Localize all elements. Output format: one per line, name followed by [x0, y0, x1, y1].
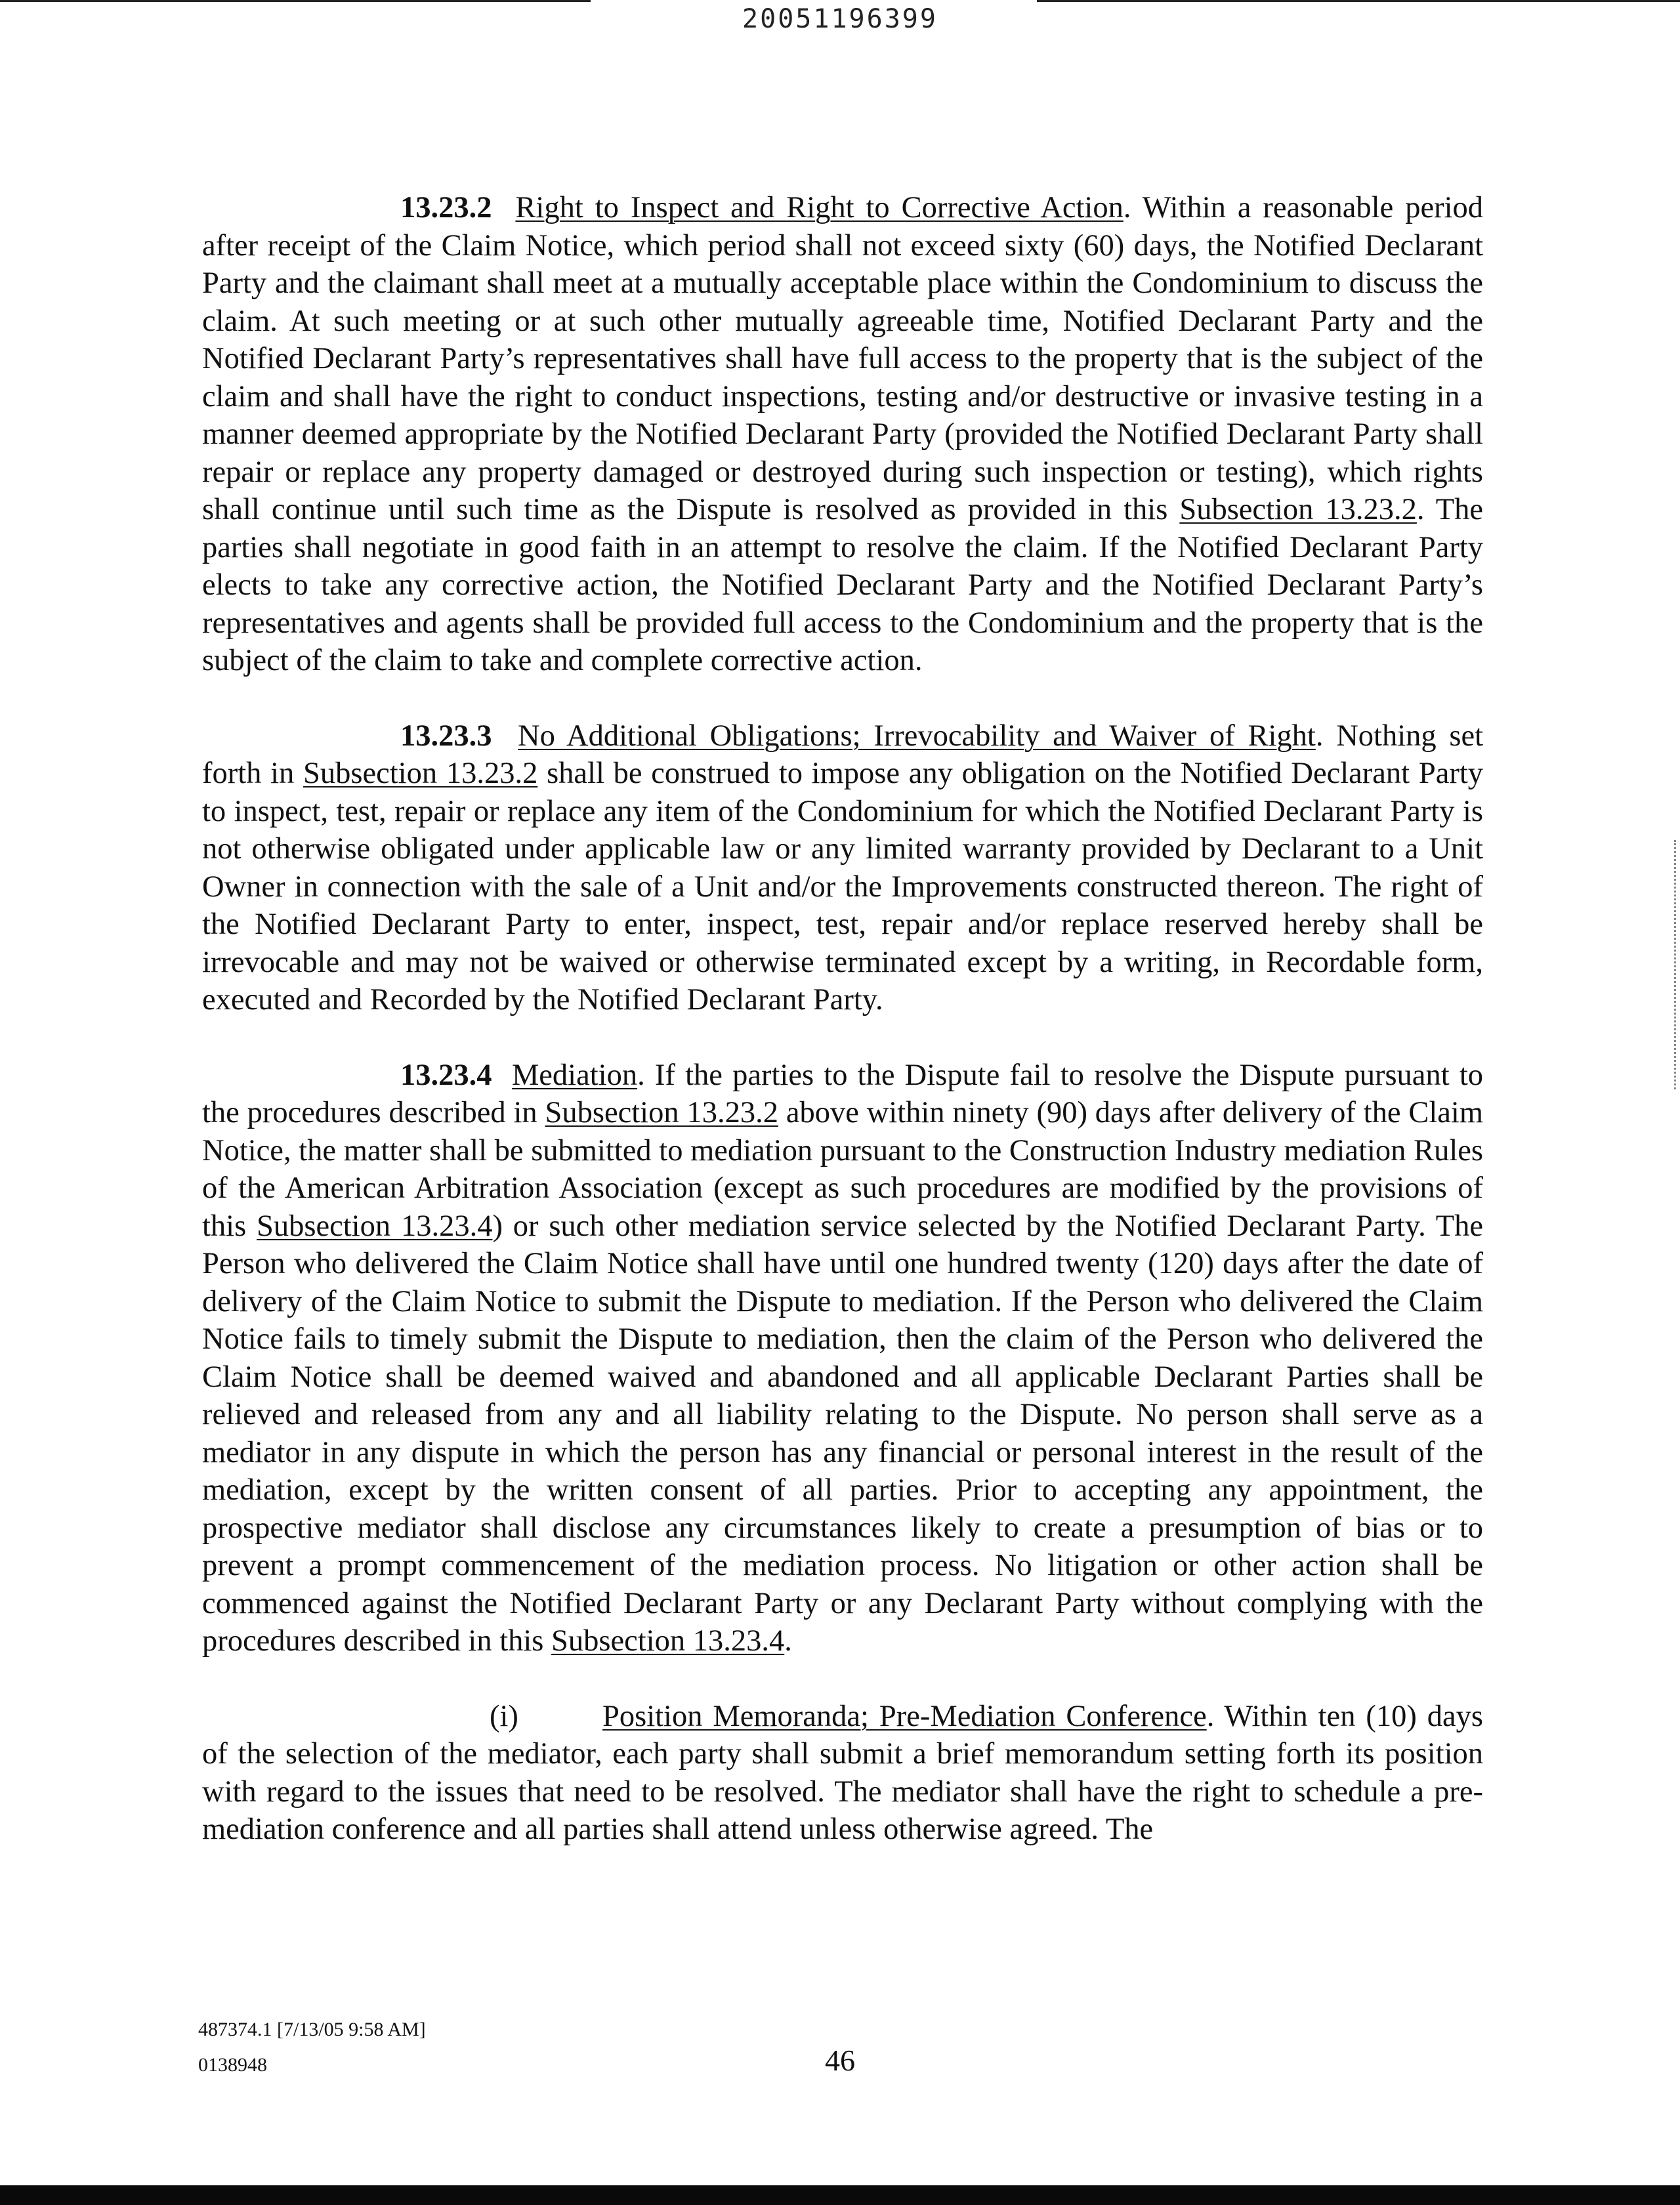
section-heading: Right to Inspect and Right to Corrective Action — [515, 191, 1124, 224]
section-text: . — [784, 1624, 792, 1658]
section-heading: Mediation — [511, 1058, 638, 1092]
scan-top-rule-right — [1037, 0, 1680, 2]
section-13-23-4 — [202, 1057, 1483, 1660]
footer-doc-ref: 487374.1 [7/13/05 9:58 AM] — [198, 2019, 426, 2040]
section-text: shall be construed to impose any obligation on the Notified Declarant Party to inspect, test, repair or replace any item of the Condominium for which the Notified Declarant Party is not otherwise obligated under applicable law or any limited warranty provided by Declarant to a Unit Owner in connection with the sale of a Unit and/or the Improvements constructed thereon. The right of the Notified Declarant Party to enter, inspect, test, repair and/or replace reserved hereby shall be irrevocable and may not be waived or otherwise terminated except by a writing, in Recordable form, executed and Recorded by the Notified Declarant Party. — [202, 757, 1483, 1017]
section-text: . If the parties to the Dispute fail to resolve the Dispute pursuant to the procedures described in — [202, 1058, 1484, 1129]
document-number: 20051196399 — [742, 4, 938, 34]
page-number: 46 — [825, 2044, 855, 2077]
section-13-23-3 — [202, 717, 1483, 1019]
footer-file-number: 0138948 — [198, 2054, 267, 2076]
section-text: . Within a reasonable period after receipt of the Claim Notice, which period shall not exceed sixty (60) days, the Notified Declarant Party and the claimant shall meet at a mutually acceptable place within the Condominium to discuss the claim. At such meeting or at such other mutually agreeable time, Notified Declarant Party and the Notified Declarant Party’s representatives shall have full access to the property that is the subject of the claim and shall have the right to conduct inspections, testing and/or destructive or invasive testing in a manner deemed appropriate by the Notified Declarant Party (provided the Notified Declarant Party shall repair or replace any property damaged or destroyed during such inspection or testing), which rights shall continue until such time as the Dispute is resolved as provided in this — [202, 191, 1483, 526]
section-heading: No Additional Obligations; Irrevocability and Waiver of Right — [518, 719, 1316, 753]
section-13-23-2 — [202, 189, 1483, 680]
subsection-reference: Subsection 13.23.2 — [545, 1096, 778, 1129]
section-text: . Within ten (10) days of the selection of the mediator, each party shall submit a brief memorandum setting forth its position with regard to the issues that need to be resolved. The mediator shall have the right to schedule a pre-mediation conference and all parties shall attend unless otherwise agreed. The — [202, 1699, 1483, 1846]
section-text: . The parties shall negotiate in good faith in an attempt to resolve the claim. If the Notified Declarant Party elects to take any corrective action, the Notified Declarant Party and the Notified Declarant Party’s representatives and agents shall be provided full access to the Condominium and the property that is the subject of the claim to take and complete corrective action. — [202, 493, 1484, 677]
subsection-reference: Subsection 13.23.2 — [1179, 493, 1417, 526]
subsection-reference: Subsection 13.23.2 — [303, 757, 538, 790]
scan-top-rule-left — [0, 0, 591, 2]
section-number: 13.23.3 — [400, 719, 492, 753]
document-body — [202, 189, 1483, 1849]
scan-edge-mark — [1672, 840, 1676, 1089]
section-text: above within ninety (90) days after delivery of the Claim Notice, the matter shall be submitted to mediation pursuant to the Construction Industry mediation Rules of the American Arbitration Association (except as such procedures are modified by the provisions of this — [202, 1096, 1483, 1243]
section-number: 13.23.2 — [400, 191, 492, 224]
section-number: 13.23.4 — [400, 1058, 492, 1092]
subsection-i — [202, 1698, 1483, 1849]
subsection-reference: Subsection 13.23.4 — [551, 1624, 785, 1658]
section-text: ) or such other mediation service selected by the Notified Declarant Party. The Person who delivered the Claim Notice shall have until one hundred twenty (120) days after the date of delivery of the Claim Notice to submit the Dispute to mediation. If the Person who delivered the Claim Notice fails to timely submit the Dispute to mediation, then the claim of the Person who delivered the Claim Notice shall be deemed waived and abandoned and all applicable Declarant Parties shall be relieved and released from any and all liability relating to the Dispute. No person shall serve as a mediator in any dispute in which the person has any financial or personal interest in the result of the mediation, except by the written consent of all parties. Prior to accepting any appointment, the prospective mediator shall disclose any circumstances likely to create a presumption of bias or to prevent a prompt commencement of the mediation process. No litigation or other action shall be commenced against the Notified Declarant Party or any Declarant Party without complying with the procedures described in this — [202, 1209, 1484, 1658]
subsection-label: (i) — [490, 1699, 518, 1733]
section-heading: Position Memoranda; Pre-Mediation Conference — [602, 1699, 1207, 1733]
subsection-reference: Subsection 13.23.4 — [257, 1209, 493, 1243]
section-text: . Nothing set forth in — [202, 719, 1484, 790]
scan-bottom-band — [0, 2185, 1680, 2205]
